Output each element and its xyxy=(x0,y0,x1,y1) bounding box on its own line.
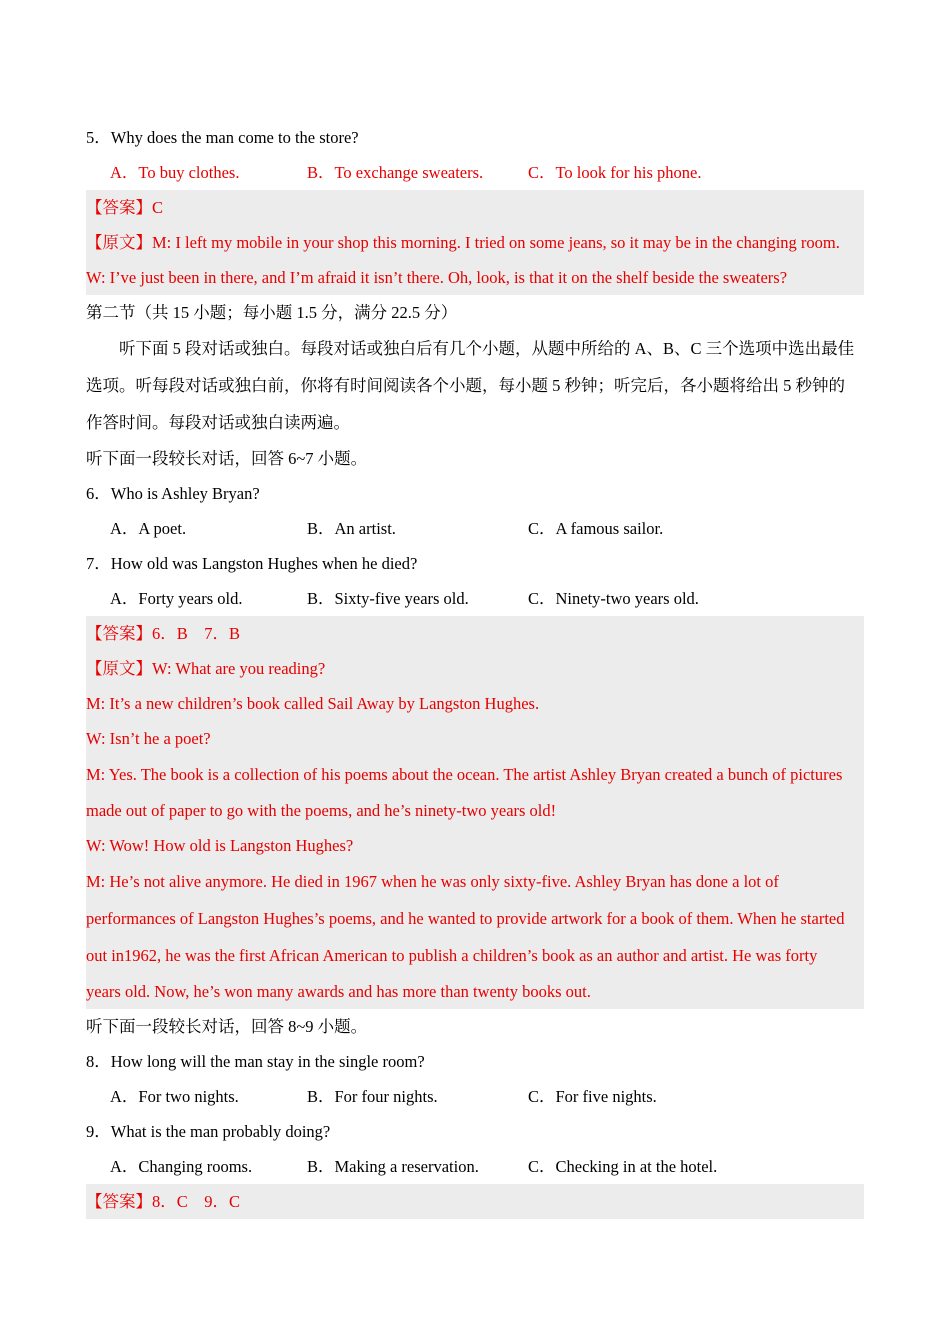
transcript-line: out in1962, he was the first African American to publish a children’s book as an author and artist. He was forty xyxy=(86,946,818,965)
option-a: A．To buy clothes. xyxy=(110,163,240,182)
answer-5: 【答案】C xyxy=(86,198,164,217)
dialogue-intro: 听下面一段较长对话，回答 6~7 小题。 xyxy=(86,449,368,468)
option-c: C．To look for his phone. xyxy=(528,163,702,182)
transcript-line: made out of paper to go with the poems, and he’s ninety-two years old! xyxy=(86,801,557,820)
option-a: A．A poet. xyxy=(110,519,187,538)
question-7-options xyxy=(86,581,864,616)
option-b: B．Sixty-five years old. xyxy=(307,589,469,608)
transcript-line: M: It’s a new children’s book called Sail Away by Langston Hughes. xyxy=(86,694,540,713)
instructions-line: 选项。听每段对话或独白前，你将有时间阅读各个小题，每小题 5 秒钟；听完后，各小题将给出 5 秒钟的 xyxy=(86,376,845,395)
question-9: 9．What is the man probably doing? xyxy=(86,1122,331,1141)
answer-block-5 xyxy=(86,190,864,295)
question-8-options xyxy=(86,1079,864,1114)
option-a: A．Changing rooms. xyxy=(110,1157,253,1176)
transcript-line: W: Isn’t he a poet? xyxy=(86,729,211,748)
option-b: B．For four nights. xyxy=(307,1087,438,1106)
answer-6-7: 【答案】6．B 7．B xyxy=(86,624,241,643)
option-b: B．Making a reservation. xyxy=(307,1157,479,1176)
question-6-options xyxy=(86,511,864,546)
option-c: C．A famous sailor. xyxy=(528,519,664,538)
transcript-line: W: Wow! How old is Langston Hughes? xyxy=(86,836,354,855)
answer-block-8-9 xyxy=(86,1184,864,1219)
instructions-line: 听下面 5 段对话或独白。每段对话或独白后有几个小题，从题中所给的 A、B、C 三个选项中选出最佳 xyxy=(119,339,855,358)
option-b: B．An artist. xyxy=(307,519,396,538)
option-c: C．Checking in at the hotel. xyxy=(528,1157,718,1176)
question-7: 7．How old was Langston Hughes when he died? xyxy=(86,554,418,573)
question-9-options xyxy=(86,1149,864,1184)
question-6: 6．Who is Ashley Bryan? xyxy=(86,484,260,503)
question-5-options xyxy=(86,155,864,190)
transcript-line: W: I’ve just been in there, and I’m afraid it isn’t there. Oh, look, is that it on the shelf beside the sweaters? xyxy=(86,268,788,287)
instructions-line: 作答时间。每段对话或独白读两遍。 xyxy=(86,413,350,432)
transcript-line: 【原文】M: I left my mobile in your shop this morning. I tried on some jeans, so it may be in the changing room. xyxy=(86,233,840,252)
transcript-line: years old. Now, he’s won many awards and has more than twenty books out. xyxy=(86,982,591,1001)
transcript-line: M: He’s not alive anymore. He died in 1967 when he was only sixty-five. Ashley Bryan has done a lot of xyxy=(86,872,779,891)
section-heading: 第二节（共 15 小题；每小题 1.5 分，满分 22.5 分） xyxy=(86,303,458,322)
option-c: C．Ninety-two years old. xyxy=(528,589,699,608)
document-body xyxy=(86,120,864,1219)
question-5: 5．Why does the man come to the store? xyxy=(86,128,359,147)
dialogue-intro: 听下面一段较长对话，回答 8~9 小题。 xyxy=(86,1017,368,1036)
question-8: 8．How long will the man stay in the single room? xyxy=(86,1052,425,1071)
option-a: A．For two nights. xyxy=(110,1087,239,1106)
option-a: A．Forty years old. xyxy=(110,589,243,608)
answer-8-9: 【答案】8．C 9．C xyxy=(86,1192,241,1211)
answer-block-6-7 xyxy=(86,616,864,1009)
transcript-line: M: Yes. The book is a collection of his poems about the ocean. The artist Ashley Bryan created a bunch of pictures xyxy=(86,765,843,784)
option-c: C．For five nights. xyxy=(528,1087,657,1106)
transcript-line: 【原文】W: What are you reading? xyxy=(86,659,326,678)
transcript-line: performances of Langston Hughes’s poems, and he wanted to provide artwork for a book of them. When he started xyxy=(86,909,845,928)
option-b: B．To exchange sweaters. xyxy=(307,163,484,182)
